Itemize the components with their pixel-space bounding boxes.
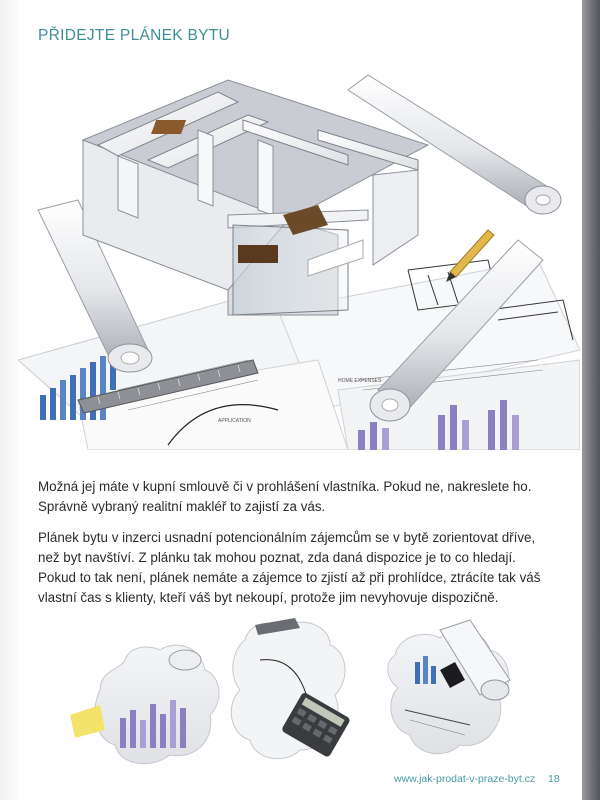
page-number: 18 — [548, 773, 560, 785]
puzzle-tile-blueprints — [388, 620, 510, 754]
apartment-3d-model — [83, 80, 428, 315]
sheet-label-home-expenses: HOME EXPENSES — [338, 378, 382, 384]
puzzle-tile-bar-chart — [70, 645, 219, 764]
footer-website-url: www.jak-prodat-v-praze-byt.cz — [394, 773, 536, 785]
floor-plan-illustration — [18, 60, 580, 450]
puzzle-tile-calculator — [231, 618, 351, 759]
page-title: PŘIDEJTE PLÁNEK BYTU — [38, 27, 231, 44]
paragraph-intro: Možná jej máte v kupní smlouvě či v prohlášení vlastníka. Pokud ne, nakreslete ho. Správně vybraný realitní makléř to zajistí za vás. — [38, 479, 532, 514]
puzzle-images — [0, 600, 600, 780]
paragraph-main: Plánek bytu v inzerci usnadní potencionálním zájemcům se v bytě zorientovat dříve, než byt navštíví. Z plánku tak mohou poznat, zda daná dispozice je to co hledají. Pokud to tak není, plánek nemáte a zájemce to zjistí až při prohlídce, ztrácíte tak váš vlastní čas s klienty, kteří váš byt nekoupí, protože jim nevyhovuje dispozičně. — [38, 530, 541, 605]
sheet-label-application: APPLICATION — [218, 418, 251, 424]
